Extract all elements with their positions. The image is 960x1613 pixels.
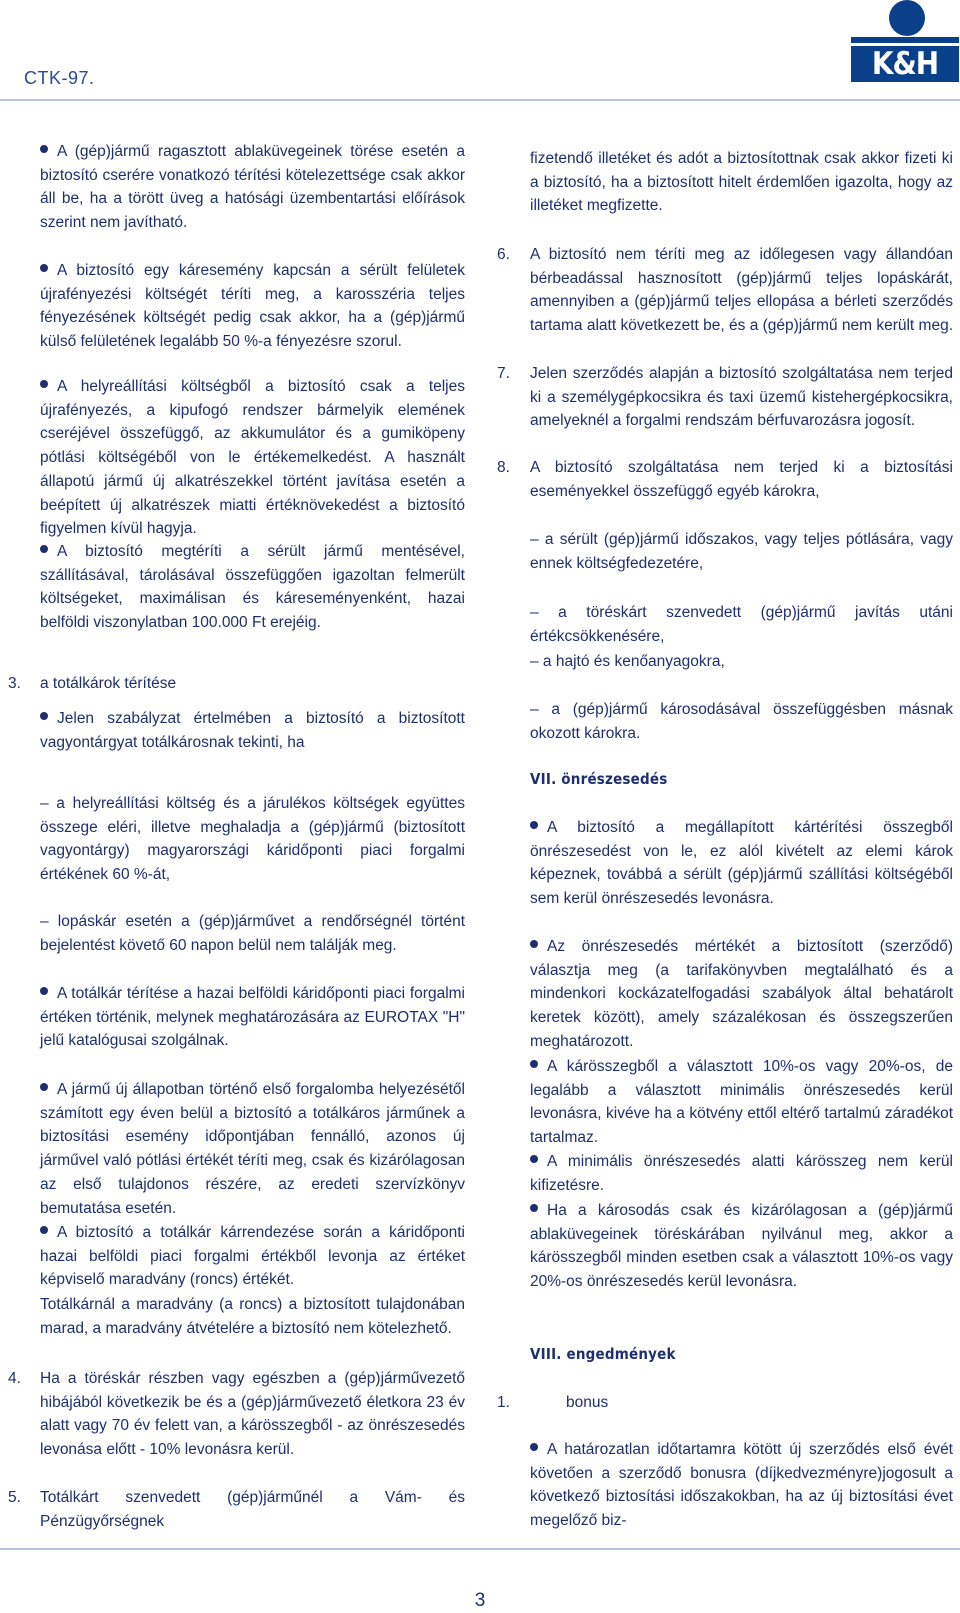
bullet-icon [530,1204,538,1212]
dash-item: – a (gép)jármű károsodásával összefüggésben másnak okozott károkra. [530,701,953,742]
paragraph-text: A biztosító egy káresemény kapcsán a sérült felületek újrafényezési költségét téríti meg, a karosszéria teljes fényezésének költségét pedig csak akkor, ha a (gép)jármű külső felületének legalább 50 %-a fényezésre szorul. [40,262,465,351]
paragraph-text: Ha a károsodás csak és kizárólagosan a (gép)jármű ablaküvegeinek töréskárában nyilvánul meg, akkor a kárösszegből minden esetben csak a választott 10%-os vagy 20%-os önrészesedés kerül levonásra. [530,1202,953,1291]
bullet-icon [40,712,48,720]
paragraph-text: A helyreállítási költségből a biztosító csak a teljes újrafényezés, a kipufogó rendszer bármelyik elemének cseréjével összefüggő, az akkumulátor és a gumiköpeny pótlási költségéből von le értékemelkedést. A használt állapotú jármű új alkatrészekkel történt javítása esetén a beépített új alkatrészek miatti értéknövekedést a biztosító figyelmen kívül hagyja. [40,378,465,538]
bullet-icon [530,1443,538,1451]
footer-rule [0,1548,960,1550]
bullet-icon [40,1226,48,1234]
paragraph-text: A minimális önrészesedés alatti kárösszeg nem kerül kifizetésre. [530,1153,953,1194]
section-5-number: 5. [8,1489,21,1506]
section-6-number: 6. [497,246,510,263]
paragraph [40,540,465,635]
bullet-icon [530,1060,538,1068]
paragraph-text: A jármű új állapotban történő első forgalomba helyezésétől számított egy éven belül a biztosító a totálkáros járműnek a biztosítási esemény időpontjában fennálló, azonos új járművel való pótlási értékét téríti meg, csak és kizárólagosan az első tulajdonos részére, az eredeti szervízkönyv bemutatása esetén. [40,1081,465,1217]
logo-bar [851,37,959,43]
bullet-icon [530,821,538,829]
paragraph [40,982,465,1053]
paragraph [40,1221,465,1292]
section-7-number: 7. [497,365,510,382]
paragraph [40,140,465,235]
dash-item: – a sérült (gép)jármű időszakos, vagy teljes pótlására, vagy ennek költségfedezetére, [530,531,953,572]
paragraph [40,1293,465,1340]
section-3-title: a totálkárok térítése [40,675,177,692]
paragraph-text: Jelen szabályzat értelmében a biztosító a biztosított vagyontárgyat totálkárosnak tekinti, ha [40,710,465,751]
section-8-number: 8. [497,459,510,476]
paragraph-text: A (gép)jármű ragasztott ablaküvegeinek törése esetén a biztosító cserére vonatkozó térítési kötelezettsége csak akkor áll be, ha a törött üveg a hatósági üzembentartási előírások szerint nem javítható. [40,143,465,232]
section-5-text: Totálkárt szenvedett (gép)járműnél a Vám- és Pénzügyőrségnek [40,1489,465,1530]
section-4-number: 4. [8,1370,21,1387]
dash-item: – a hajtó és kenőanyagokra, [530,653,725,670]
paragraph-text: A totálkár térítése a hazai belföldi káridőponti piaci forgalmi értéken történik, melynek meghatározására az EUROTAX "H" jelű katalógusai szolgálnak. [40,985,465,1050]
section-3-number: 3. [8,675,21,692]
paragraph-text: A biztosító megtéríti a sérült jármű mentésével, szállításával, tárolásával összefüggően igazoltan felmerült költségeket, maximálisan és káreseményenként, hazai belföldi viszonylatban 100.000 Ft erejéig. [40,543,465,632]
paragraph-text: Az önrészesedés mértékét a biztosított (szerződő) választja meg (a tarifakönyvben megtalálható és a mindenkori kockázatelfogadási szabályok által behatárolt keretek között), amely százalékosan és összegszerűen meghatározott. [530,938,953,1050]
bullet-icon [40,987,48,995]
page-number: 3 [474,1590,486,1611]
section-8-text: A biztosító szolgáltatása nem terjed ki a biztosítási eseményekkel összefüggő egyéb károkra, [530,459,953,500]
paragraph [530,816,953,911]
section-6-text: A biztosító nem téríti meg az időlegesen vagy állandóan bérbeadással hasznosított (gép)jármű teljes lopáskárát, amennyiben a (gép)jármű teljes ellopása a bérleti szerződés tartama alatt következett be, és a (gép)jármű nem került meg. [530,246,953,335]
paragraph [530,1150,953,1197]
dash-item [40,910,465,957]
dash-text: – a helyreállítási költség és a járulékos költségek együttes összege eléri, illetve meghaladja a (gép)jármű (biztosított vagyontárgy) magyarországi káridőponti piaci forgalmi értékének 60 %-át, [40,795,465,884]
document-code: CTK-97. [24,68,95,88]
bullet-icon [40,1083,48,1091]
section-vii-heading: VII. önrészesedés [530,770,668,788]
paragraph [530,935,953,1054]
paragraph-text: A biztosító a totálkár kárrendezése során a káridőponti hazai belföldi piaci forgalmi értékből levonja az értéket képviselő maradvány (roncs) értékét. [40,1224,465,1289]
paragraph-text: A biztosító a megállapított kártérítési összegből önrészesedést von le, ez alól kivételt az elemi károk képeznek, továbbá a sérült (gép)jármű szállítási költségéből sem kerül önrészesedés levonásra. [530,819,953,908]
paragraph-text: A határozatlan időtartamra kötött új szerződés első évét követően a szerződő bonusra (díjkedvezményre)jogosult a következő biztosítási időszakokban, ha az új biztosítási évet megelőző biz- [530,1441,953,1530]
bonus-label: bonus [566,1394,609,1411]
dash-text: – lopáskár esetén a (gép)járművet a rendőrségnél történt bejelentést követő 60 napon belül nem találják meg. [40,913,465,954]
paragraph [40,707,465,754]
kh-logo [851,0,959,86]
paragraph [530,1438,953,1533]
dash-item [40,792,465,887]
paragraph-text: Totálkárnál a maradvány (a roncs) a biztosított tulajdonában marad, a maradvány átvételére a biztosító nem kötelezhető. [40,1296,465,1337]
bullet-icon [40,264,48,272]
paragraph [40,259,465,354]
paragraph-text: A kárösszegből a választott 10%-os vagy 20%-os, de legalább a választott minimális önrészesedés kerül levonásra, kivéve ha a kötvény ettől eltérő tartalmú záradékot tartalmaz. [530,1058,953,1147]
paragraph [40,1078,465,1220]
bullet-icon [530,940,538,948]
logo-text: K&H [851,46,959,82]
section-4-text: Ha a töréskár részben vagy egészben a (gép)járművezető hibájából következik be és a (gép)járművezető életkora 23 év alatt vagy 70 év felett van, a kárösszegből - az önrészesedés levonása előtt - 10% levonásra kerül. [40,1370,465,1459]
section-7-text: Jelen szerződés alapján a biztosító szolgáltatása nem terjed ki a személygépkocsikra és taxi üzemű kistehergépkocsikra, amelyeknél a forgalmi rendszám bérfuvarozásra jogosít. [530,365,953,430]
dash-item: – a töréskárt szenvedett (gép)jármű javítás utáni értékcsökkenésére, [530,604,953,645]
bullet-icon [530,1155,538,1163]
header-rule [0,99,960,101]
paragraph [530,1055,953,1150]
paragraph: fizetendő illetéket és adót a biztosítottnak csak akkor fizeti ki a biztosító, ha a biztosított hitelt érdemlően igazolta, hogy az illetéket megfizette. [530,150,953,215]
bullet-icon [40,545,48,553]
paragraph [530,1199,953,1294]
logo-circle-icon [889,0,925,36]
bonus-number: 1. [497,1394,510,1411]
bullet-icon [40,380,48,388]
paragraph [40,375,465,541]
section-viii-heading: VIII. engedmények [530,1345,676,1363]
bullet-icon [40,145,48,153]
